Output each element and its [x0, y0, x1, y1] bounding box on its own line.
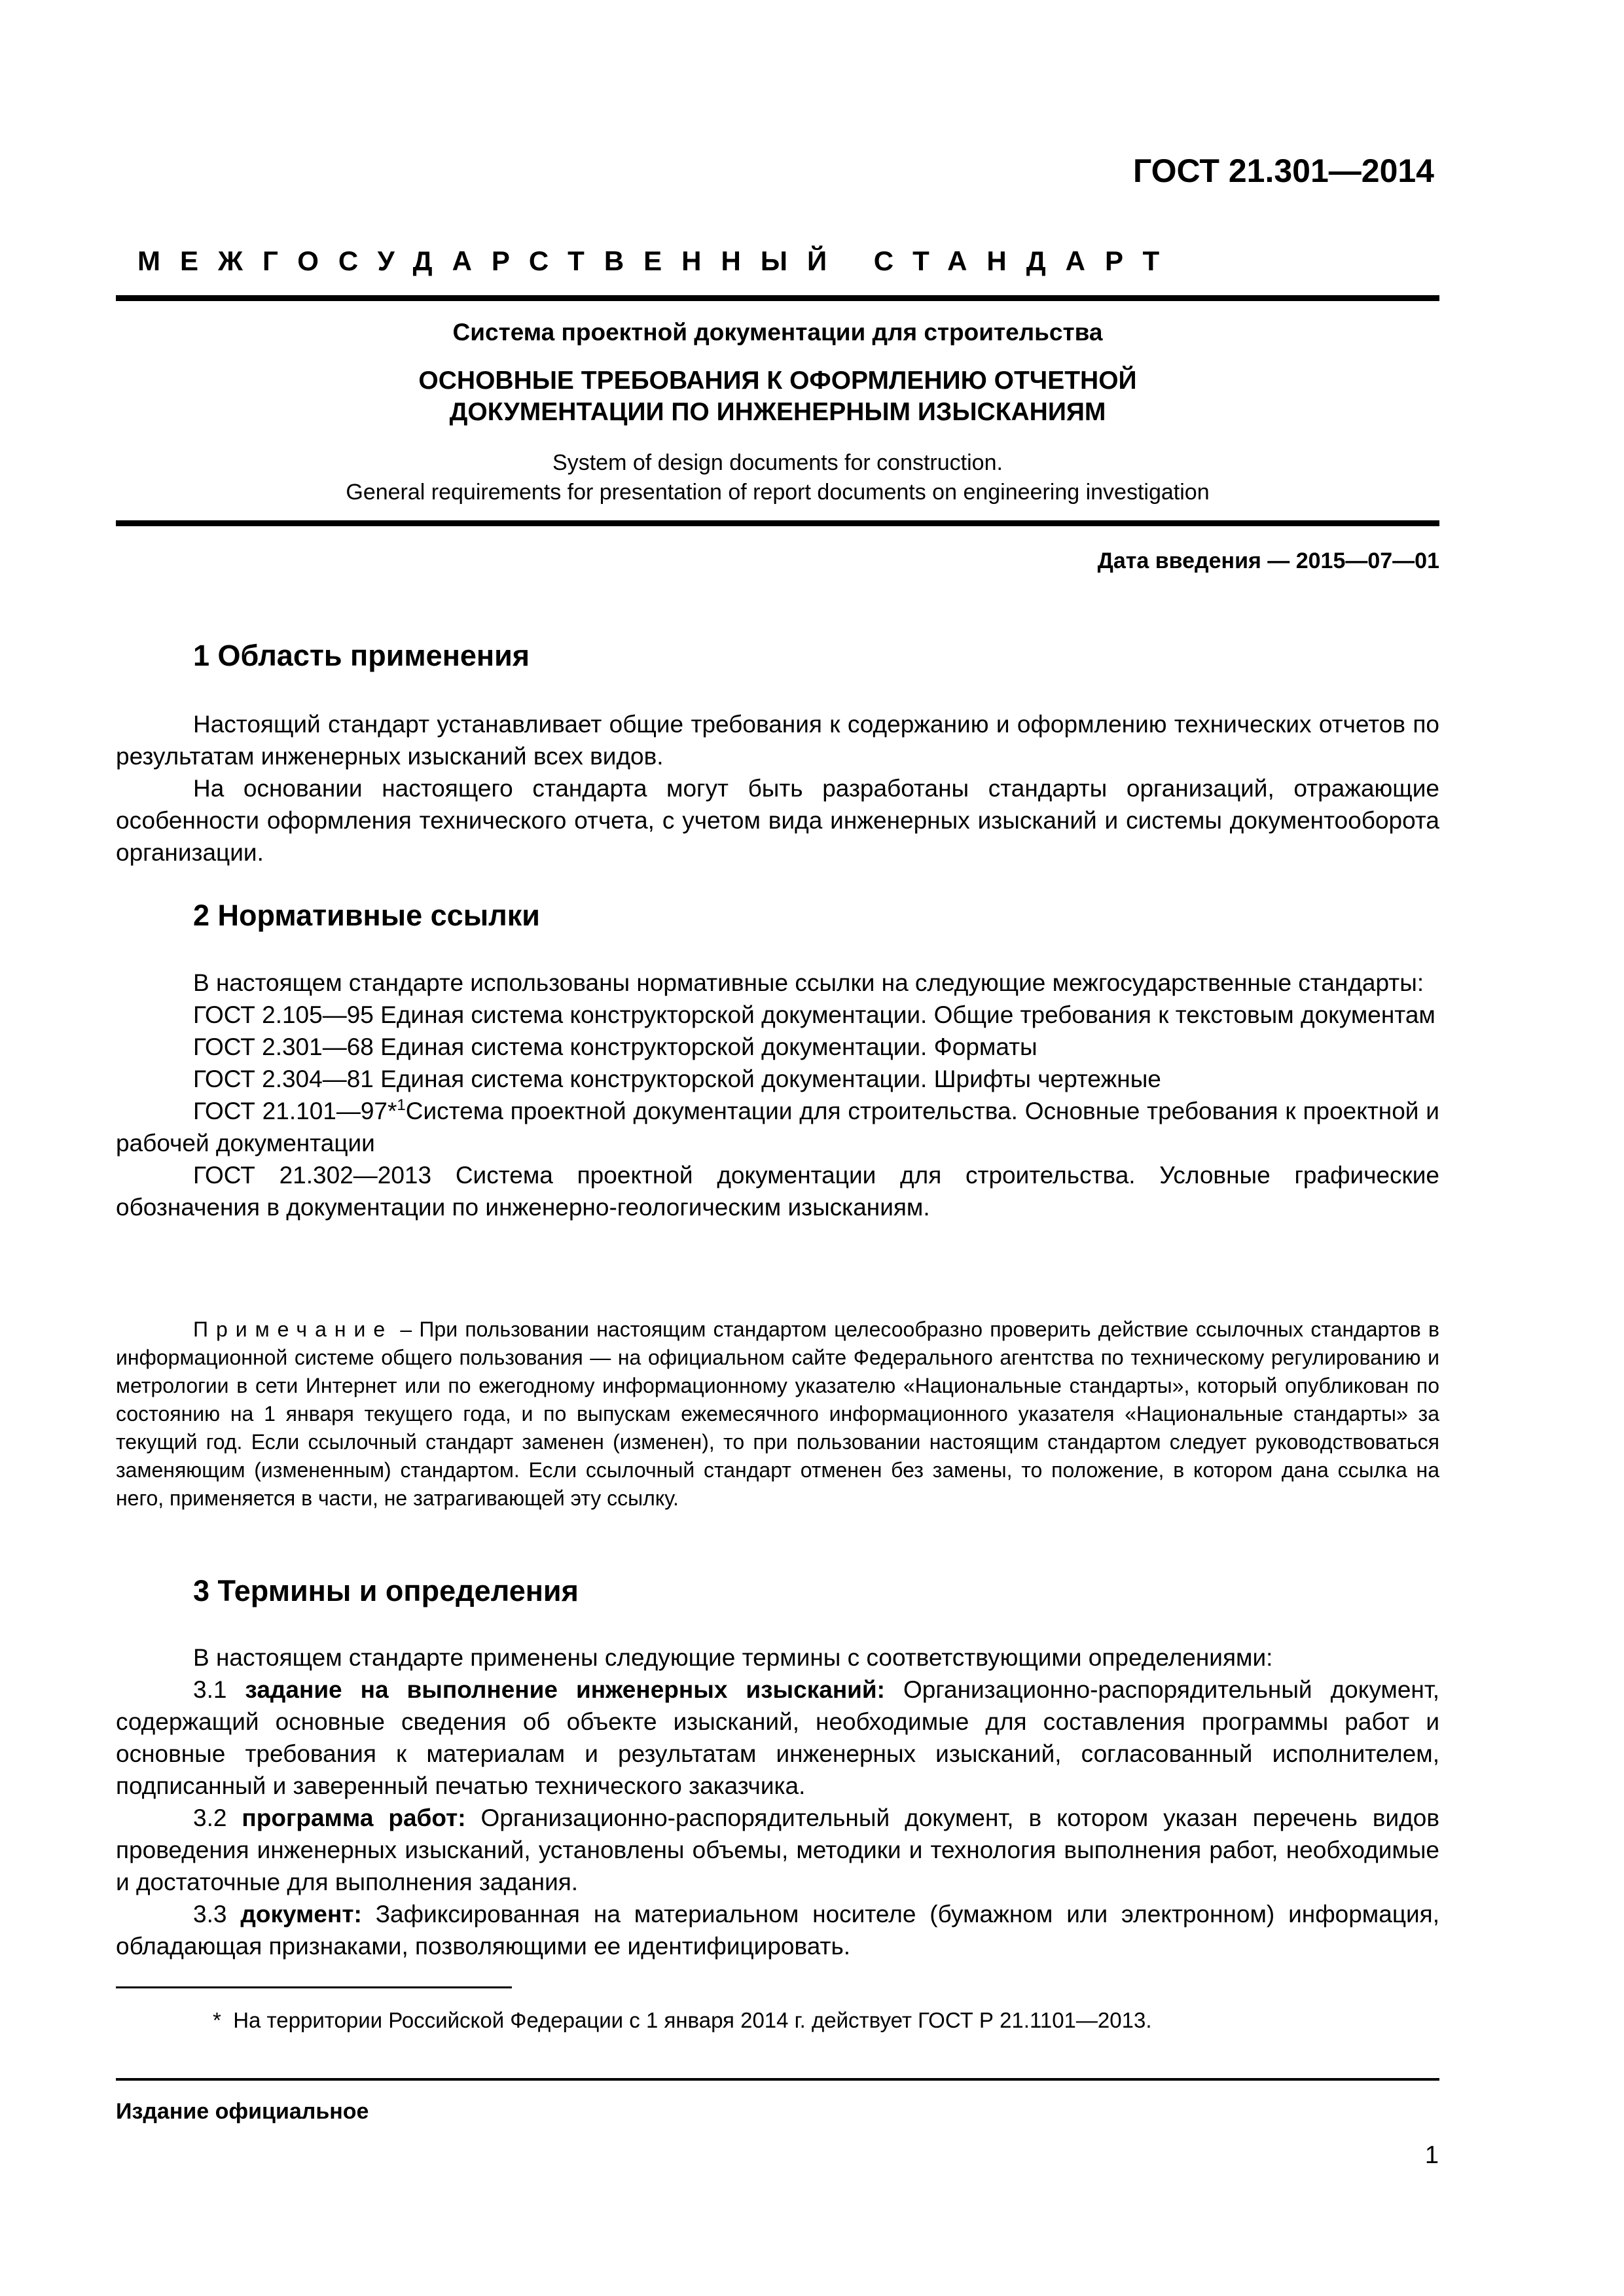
section-2-heading: 2 Нормативные ссылки: [193, 899, 540, 932]
interstate-standard-label: МЕЖГОСУДАРСТВЕННЫЙ СТАНДАРТ: [137, 245, 1180, 276]
title-rule: [116, 520, 1439, 526]
term-name: документ:: [240, 1901, 362, 1928]
footnote-text: На территории Российской Федерации с 1 января 2014 г. действует ГОСТ Р 21.1101—2013.: [233, 2008, 1152, 2032]
footnote-mark: *: [213, 2008, 221, 2032]
section-2-body: [116, 967, 1439, 1223]
english-title: [116, 448, 1439, 507]
term-3-3: [116, 1898, 1439, 1962]
section-1-heading: 1 Область применения: [193, 639, 530, 672]
reference-gost-2-304: ГОСТ 2.304—81 Единая система конструкторской документации. Шрифты чертежные: [193, 1066, 1161, 1092]
term-definition: Зафиксированная на материальном носителе (бумажном или электронном) информация, обладающая признаками, позволяющими ее идентифицировать.: [116, 1901, 1440, 1960]
section-1-paragraph-1: Настоящий стандарт устанавливает общие требования к содержанию и оформлению технических отчетов по результатам инженерных изысканий всех видов.: [116, 711, 1439, 770]
term-number: 3.1: [193, 1676, 245, 1703]
section-3-intro: В настоящем стандарте применены следующие термины с соответствующими определениями:: [193, 1644, 1273, 1671]
footnote: [213, 2008, 1152, 2033]
term-definition: Организационно-распорядительный документ, в котором указан перечень видов проведения инженерных изысканий, установлены объемы, методики и технология выполнения работ, необходимые и достаточные для выполнения задания.: [116, 1804, 1440, 1895]
term-3-1: [116, 1674, 1439, 1802]
main-title-line-1: ОСНОВНЫЕ ТРЕБОВАНИЯ К ОФОРМЛЕНИЮ ОТЧЕТНОЙ: [418, 367, 1137, 395]
note-label: Примечание: [193, 1318, 393, 1341]
reference-gost-21-101: [116, 1095, 1439, 1159]
page-number: 1: [1424, 2142, 1439, 2169]
main-title-line-2: ДОКУМЕНТАЦИИ ПО ИНЖЕНЕРНЫМ ИЗЫСКАНИЯМ: [449, 398, 1106, 426]
reference-gost-21-302: ГОСТ 21.302—2013 Система проектной документации для строительства. Условные графические обозначения в документации по инженерно-геологическим изысканиям.: [116, 1162, 1439, 1221]
section-2-intro: В настоящем стандарте использованы нормативные ссылки на следующие межгосударственные стандарты:: [193, 969, 1424, 996]
footnote-rule: [116, 1986, 512, 1988]
footer-rule: [116, 2078, 1439, 2081]
section-1-paragraph-2: На основании настоящего стандарта могут быть разработаны стандарты организаций, отражающие особенности оформления технического отчета, с учетом вида инженерных изысканий и системы документооборота организации.: [116, 775, 1439, 866]
term-name: программа работ:: [242, 1804, 466, 1831]
english-title-line-2: General requirements for presentation of report documents on engineering investigation: [346, 480, 1210, 505]
introduction-date-label: Дата введения: [1097, 548, 1261, 573]
reference-gost-2-301: ГОСТ 2.301—68 Единая система конструкторской документации. Форматы: [193, 1033, 1038, 1060]
term-number: 3.2: [193, 1804, 242, 1831]
reference-gost-2-105: ГОСТ 2.105—95 Единая система конструкторской документации. Общие требования к текстовым документам: [193, 1001, 1435, 1028]
introduction-date: [1098, 548, 1439, 574]
introduction-date-value: — 2015—07—01: [1267, 548, 1439, 573]
term-name: задание на выполнение инженерных изысканий:: [245, 1676, 885, 1703]
edition-label: Издание официальное: [116, 2099, 369, 2124]
english-title-line-1: System of design documents for construction.: [552, 450, 1003, 475]
term-definition: Организационно-распорядительный документ, содержащий основные сведения об объекте изысканий, необходимые для составления программы работ и основные требования к материалам и результатам инженерных изысканий, согласованный исполнителем, подписанный и заверенный печатью технического заказчика.: [116, 1676, 1439, 1799]
term-3-2: [116, 1802, 1439, 1898]
section-1-body: [116, 708, 1439, 869]
section-3-body: [116, 1641, 1439, 1962]
section-3-heading: 3 Термины и определения: [193, 1574, 579, 1607]
reference-text: Система проектной документации для строительства. Основные требования к проектной и рабочей документации: [116, 1098, 1439, 1157]
section-2-note: [116, 1316, 1439, 1513]
main-title: [116, 365, 1439, 428]
term-number: 3.3: [193, 1901, 241, 1928]
note-text: – При пользовании настоящим стандартом целесообразно проверить действие ссылочных стандартов в информационной системе общего пользования — на официальном сайте Федерального агентства по техническому регулированию и метрологии в сети Интернет или по ежегодному информационному указателю «Национальные стандарты», который опубликован по состоянию на 1 января текущего года, и по выпускам ежемесячного информационного указателя «Национальные стандарты» за текущий год. Если ссылочный стандарт заменен (изменен), то при пользовании настоящим стандартом следует руководствоваться заменяющим (измененным) стандартом. Если ссылочный стандарт отменен без замены, то положение, в котором дана ссылка на него, применяется в части, не затрагивающей эту ссылку.: [116, 1318, 1439, 1510]
footnote-marker: 1: [397, 1096, 406, 1114]
reference-code: ГОСТ 21.101—97*: [193, 1098, 397, 1124]
header-rule: [116, 295, 1439, 301]
system-title: Система проектной документации для строительства: [452, 319, 1103, 346]
document-code: ГОСТ 21.301—2014: [1132, 152, 1434, 189]
